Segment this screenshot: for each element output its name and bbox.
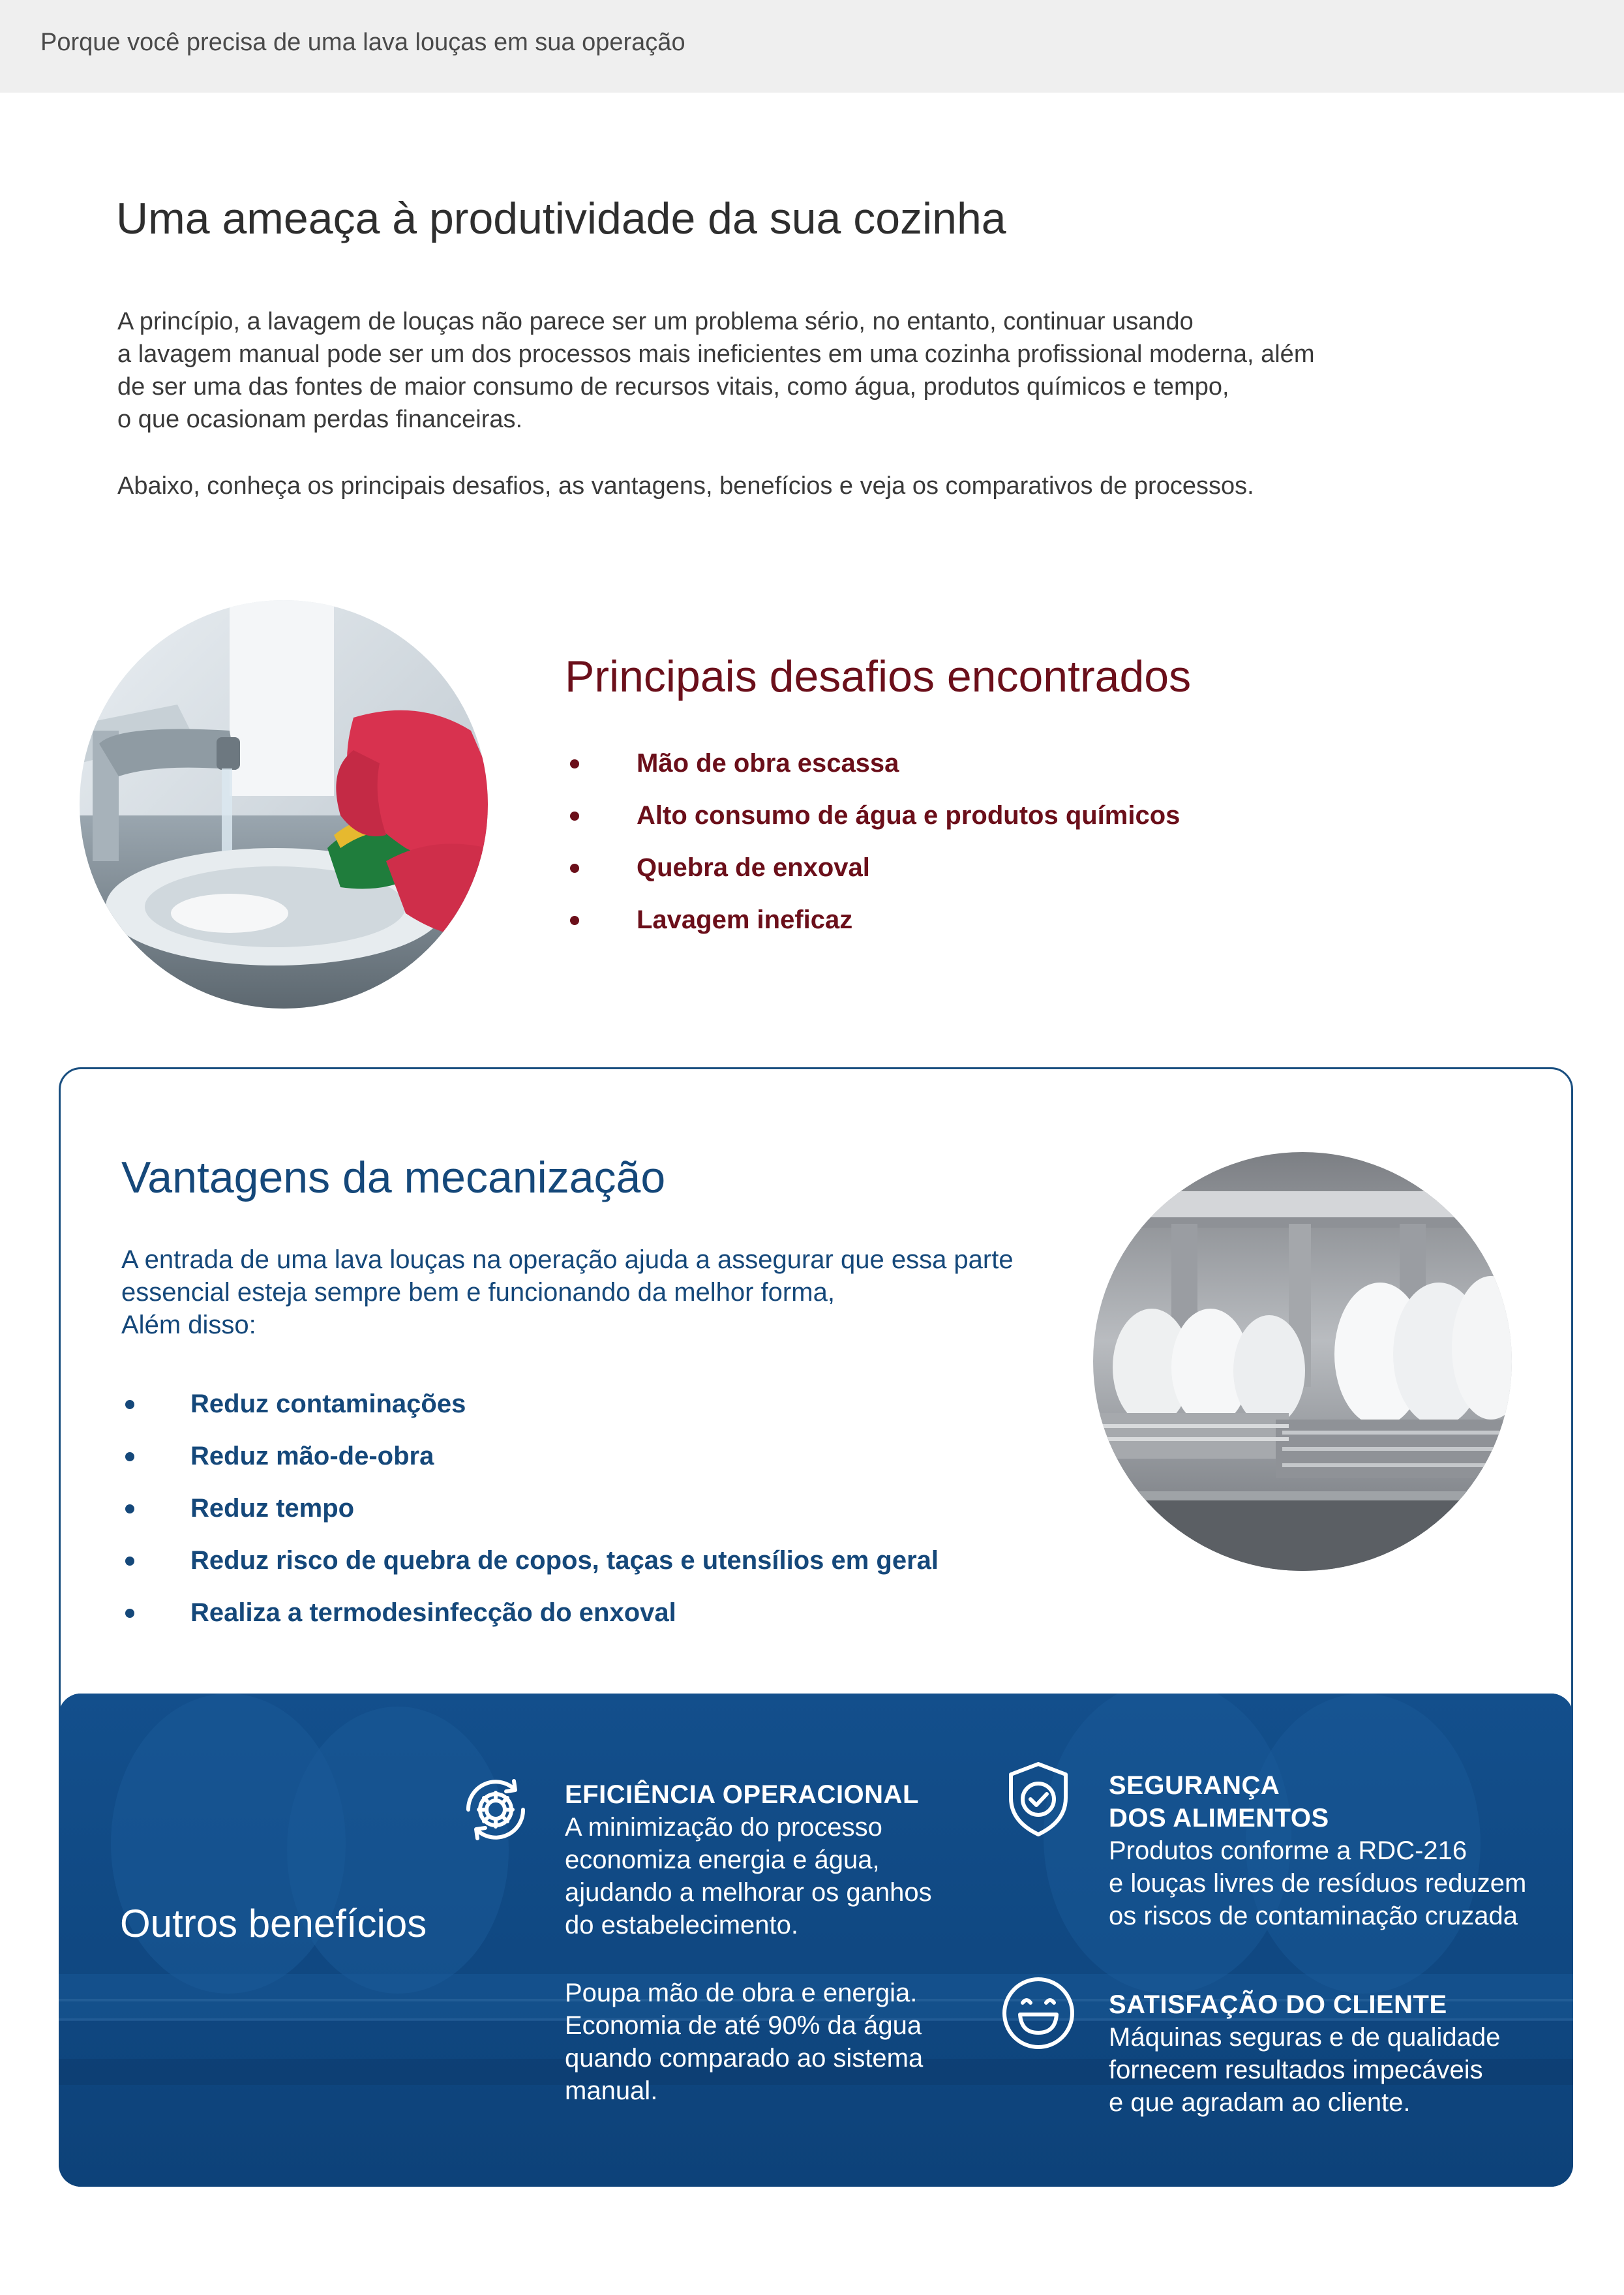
efficiency-line: do estabelecimento.	[565, 1911, 799, 1939]
food-safety-heading: SEGURANÇA	[1109, 1771, 1280, 1800]
efficiency-line: manual.	[565, 2076, 658, 2105]
list-item	[121, 1542, 939, 1594]
advantage-label: Reduz mão-de-obra	[190, 1442, 434, 1470]
challenge-label: Lavagem ineficaz	[637, 905, 853, 934]
advantages-line: A entrada de uma lava louças na operação ajuda a assegurar que essa parte	[121, 1245, 1014, 1274]
dishwasher-racks-photo	[1093, 1152, 1512, 1571]
food-safety-line: Produtos conforme a RDC-216	[1109, 1836, 1467, 1865]
food-safety-line: os riscos de contaminação cruzada	[1109, 1902, 1518, 1930]
list-item	[565, 745, 1180, 797]
intro-paragraph-2: Abaixo, conheça os principais desafios, as vantagens, benefícios e veja os comparativos de processos.	[117, 472, 1254, 500]
efficiency-line: quando comparado ao sistema	[565, 2044, 924, 2073]
intro-line: A princípio, a lavagem de louças não parece ser um problema sério, no entanto, continuar usando	[117, 308, 1194, 335]
efficiency-line: Economia de até 90% da água	[565, 2011, 922, 2040]
intro-line: a lavagem manual pode ser um dos processos mais ineficientes em uma cozinha profissional moderna, além	[117, 341, 1315, 368]
list-item	[121, 1386, 939, 1438]
efficiency-line: economiza energia e água,	[565, 1846, 880, 1874]
efficiency-line: ajudando a melhorar os ganhos	[565, 1878, 932, 1907]
bullet-icon	[570, 812, 579, 821]
challenges-list	[565, 745, 1180, 954]
advantages-title: Vantagens da mecanização	[121, 1153, 666, 1202]
advantages-list	[121, 1386, 939, 1647]
advantages-line: Além disso:	[121, 1311, 256, 1339]
bullet-icon	[125, 1504, 134, 1513]
intro-line: de ser uma das fontes de maior consumo de recursos vitais, como água, produtos químicos e tempo,	[117, 373, 1229, 401]
benefits-title: Outros benefícios	[120, 1902, 427, 1945]
bullet-icon	[570, 916, 579, 925]
food-safety-heading: DOS ALIMENTOS	[1109, 1804, 1329, 1832]
bullet-icon	[125, 1452, 134, 1461]
challenges-title: Principais desafios encontrados	[565, 652, 1192, 701]
advantages-paragraph	[121, 1243, 1014, 1341]
handwashing-photo	[80, 600, 488, 1009]
intro-line: o que ocasionam perdas financeiras.	[117, 406, 523, 433]
list-item	[121, 1594, 939, 1647]
satisfaction-line: fornecem resultados impecáveis	[1109, 2056, 1483, 2084]
advantage-label: Reduz contaminações	[190, 1390, 466, 1418]
advantage-label: Realiza a termodesinfecção do enxoval	[190, 1598, 676, 1627]
challenge-label: Quebra de enxoval	[637, 853, 870, 882]
efficiency-line: A minimização do processo	[565, 1813, 882, 1842]
food-safety-line: e louças livres de resíduos reduzem	[1109, 1869, 1527, 1898]
list-item	[565, 849, 1180, 902]
bullet-icon	[570, 759, 579, 768]
satisfaction-block	[1109, 1988, 1500, 2119]
efficiency-block	[565, 1778, 932, 1941]
list-item	[565, 797, 1180, 849]
efficiency-heading: EFICIÊNCIA OPERACIONAL	[565, 1780, 919, 1809]
list-item	[121, 1438, 939, 1490]
page-title: Uma ameaça à produtividade da sua cozinha	[116, 194, 1006, 243]
bullet-icon	[125, 1400, 134, 1409]
advantage-label: Reduz tempo	[190, 1494, 355, 1523]
satisfaction-line: e que agradam ao cliente.	[1109, 2088, 1411, 2117]
gear-cycle-icon	[455, 1769, 536, 1850]
satisfaction-line: Máquinas seguras e de qualidade	[1109, 2023, 1501, 2052]
efficiency-line: Poupa mão de obra e energia.	[565, 1979, 918, 2007]
bullet-icon	[125, 1609, 134, 1618]
list-item	[121, 1490, 939, 1542]
shield-check-icon	[998, 1759, 1079, 1840]
challenge-label: Mão de obra escassa	[637, 749, 899, 778]
header-band-text: Porque você precisa de uma lava louças em sua operação	[40, 29, 685, 56]
bullet-icon	[125, 1557, 134, 1566]
list-item	[565, 902, 1180, 954]
advantages-line: essencial esteja sempre bem e funcionando da melhor forma,	[121, 1278, 835, 1307]
satisfaction-heading: SATISFAÇÃO DO CLIENTE	[1109, 1990, 1447, 2019]
advantage-label: Reduz risco de quebra de copos, taças e utensílios em geral	[190, 1546, 939, 1575]
challenge-label: Alto consumo de água e produtos químicos	[637, 801, 1180, 830]
food-safety-block	[1109, 1769, 1526, 1932]
smile-icon	[998, 1973, 1079, 2054]
efficiency-block-2	[565, 1977, 923, 2107]
intro-paragraph	[117, 305, 1461, 436]
bullet-icon	[570, 864, 579, 873]
